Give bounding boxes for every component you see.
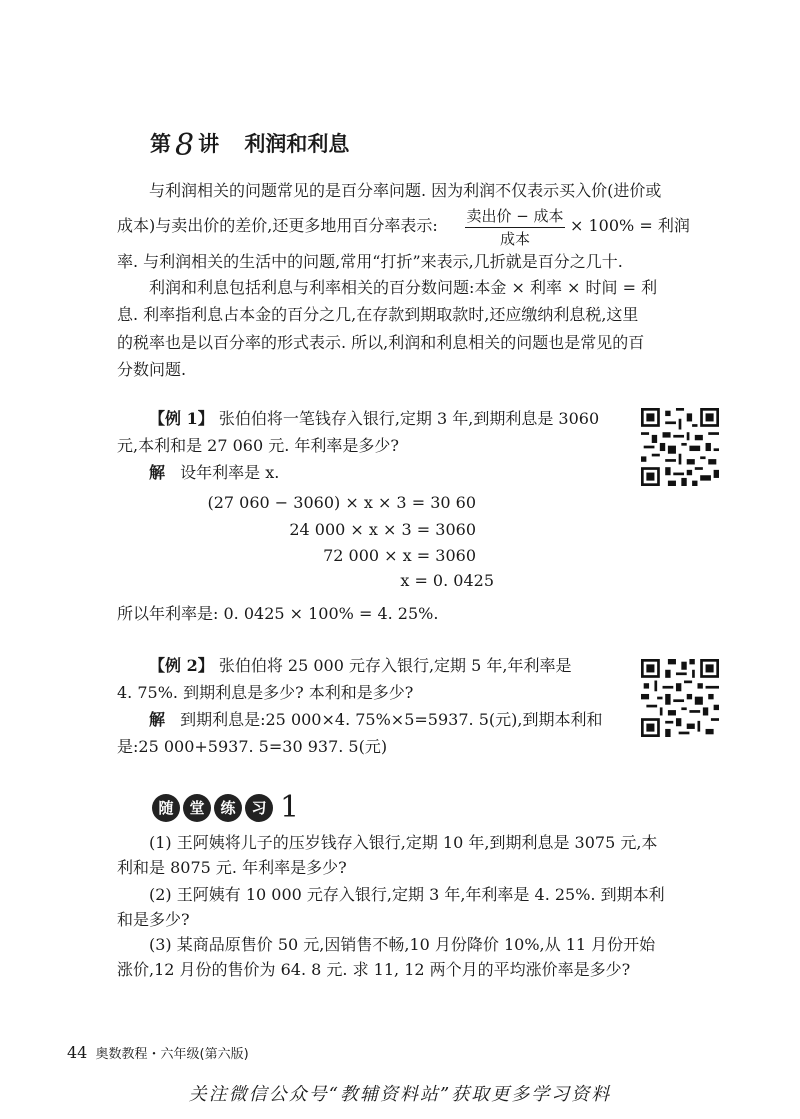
watermark-text: 关注微信公众号“教辅资料站”获取更多学习资料 <box>188 1084 612 1105</box>
example-2-solution-1 <box>149 710 602 730</box>
lecture-suffix: 讲 <box>198 132 220 156</box>
practice-q2-line-2: 和是多少? <box>117 910 190 929</box>
practice-badge-4: 习 <box>245 794 273 822</box>
example-2-line-1 <box>149 656 572 676</box>
intro-line-2b: × 100% = 利润 <box>570 216 690 235</box>
practice-badge-2: 堂 <box>183 794 211 822</box>
example-1-label: 【例 1】 <box>149 409 214 428</box>
practice-heading <box>152 790 299 825</box>
lecture-number: 8 <box>175 128 195 163</box>
example-2-solution-2: 是:25 000+5937. 5=30 937. 5(元) <box>117 737 388 756</box>
practice-badge-3: 练 <box>214 794 242 822</box>
example-1-text-1: 张伯伯将一笔钱存入银行,定期 3 年,到期利息是 3060 <box>218 409 600 428</box>
qr-code-icon-2[interactable] <box>641 659 719 737</box>
example-1-line-2: 元,本利和是 27 060 元. 年利率是多少? <box>117 436 399 455</box>
lecture-title <box>150 128 349 163</box>
page-footer <box>67 1043 249 1062</box>
example-2-text-1: 张伯伯将 25 000 元存入银行,定期 5 年,年利率是 <box>218 656 572 675</box>
lecture-prefix: 第 <box>150 132 171 156</box>
practice-q2-line-1: (2) 王阿姨有 10 000 元存入银行,定期 3 年,年利率是 4. 25%. 到期本利 <box>149 885 665 904</box>
practice-q3-line-2: 涨价,12 月份的售价为 64. 8 元. 求 11, 12 两个月的平均涨价率是多少? <box>117 960 631 979</box>
profit-fraction <box>465 205 565 249</box>
book-title: 奥数教程・六年级(第六版) <box>95 1047 249 1062</box>
practice-q1-line-2: 利和是 8075 元. 年利率是多少? <box>117 858 347 877</box>
equation-3: 72 000 × x = 3060 <box>323 546 476 565</box>
equation-2: 24 000 × x × 3 = 3060 <box>289 520 476 539</box>
example-1-solution <box>149 463 279 483</box>
solution-text-2a: 到期利息是:25 000×4. 75%×5=5937. 5(元),到期本利和 <box>180 710 603 729</box>
practice-number: 1 <box>280 790 300 825</box>
lecture-name: 利润和利息 <box>244 132 350 156</box>
solution-label-1: 解 <box>149 463 166 482</box>
para2-line-4: 分数问题. <box>117 360 187 379</box>
example-1-conclusion: 所以年利率是: 0. 0425 × 100% = 4. 25%. <box>117 604 439 623</box>
example-2-label: 【例 2】 <box>149 656 214 675</box>
practice-q1-line-1: (1) 王阿姨将儿子的压岁钱存入银行,定期 10 年,到期利息是 3075 元,本 <box>149 833 658 852</box>
solution-intro-1: 设年利率是 x. <box>180 463 280 482</box>
intro-line-2a: 成本)与卖出价的差价,还更多地用百分率表示: <box>117 216 438 235</box>
equation-1: (27 060 − 3060) × x × 3 = 30 60 <box>207 493 476 512</box>
para2-line-3: 的税率也是以百分率的形式表示. 所以,利润和利息相关的问题也是常见的百 <box>117 333 645 352</box>
example-2-line-2: 4. 75%. 到期利息是多少? 本利和是多少? <box>117 683 414 702</box>
example-1-line-1 <box>149 409 599 429</box>
intro-line-3: 率. 与利润相关的生活中的问题,常用“打折”来表示,几折就是百分之几十. <box>117 252 623 271</box>
fraction-denominator: 成本 <box>499 230 530 248</box>
solution-label-2: 解 <box>149 710 166 729</box>
qr-code-icon[interactable] <box>641 408 719 486</box>
practice-badge-1: 随 <box>152 794 180 822</box>
intro-line-1: 与利润相关的问题常见的是百分率问题. 因为利润不仅表示买入价(进价或 <box>149 181 662 200</box>
equation-4: x = 0. 0425 <box>400 571 494 590</box>
fraction-numerator: 卖出价 − 成本 <box>465 205 565 228</box>
para2-line-2: 息. 利率指利息占本金的百分之几,在存款到期取款时,还应缴纳利息税,这里 <box>117 305 639 324</box>
page-number: 44 <box>67 1043 88 1062</box>
practice-q3-line-1: (3) 某商品原售价 50 元,因销售不畅,10 月份降价 10%,从 11 月份开始 <box>149 935 656 954</box>
para2-line-1: 利润和利息包括利息与利率相关的百分数问题:本金 × 利率 × 时间 = 利 <box>149 278 658 297</box>
